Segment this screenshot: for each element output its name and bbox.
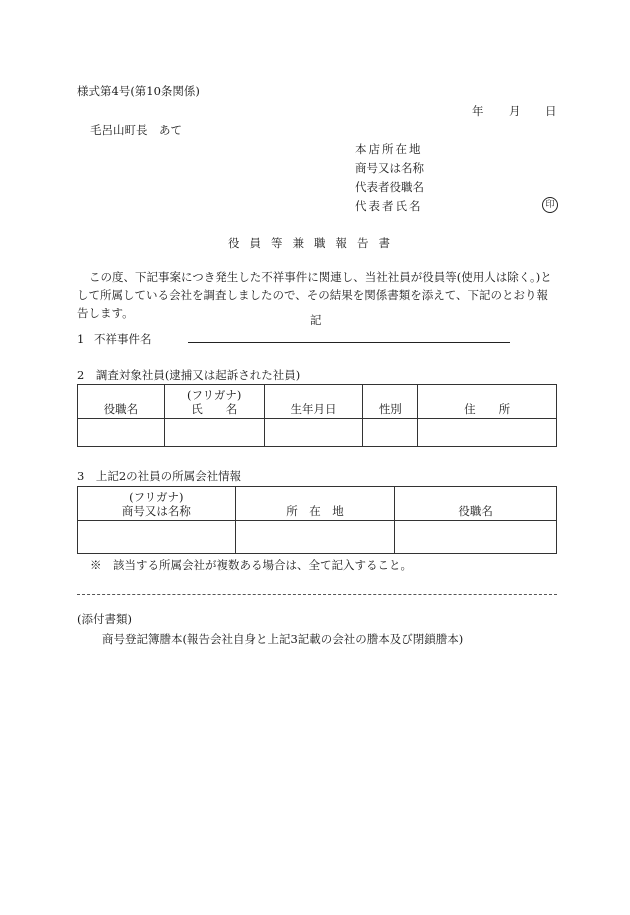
company-name-label: 商号又は名称 <box>355 161 424 175</box>
cell-location[interactable] <box>235 521 395 554</box>
col-location: 所 在 地 <box>235 487 395 521</box>
col-position: 役職名 <box>78 385 165 419</box>
cell-position[interactable] <box>78 419 165 447</box>
addressee: 毛呂山町長 あて <box>90 123 182 137</box>
cell-company[interactable] <box>78 521 236 554</box>
attachments-item: 商号登記簿謄本(報告会社自身と上記3記載の会社の謄本及び閉鎖謄本) <box>102 632 464 646</box>
date-year-label: 年 <box>472 104 484 118</box>
employee-table <box>77 384 557 447</box>
employee-table-row <box>78 419 557 447</box>
col-name-furigana: (フリガナ) <box>187 387 242 402</box>
col-gender: 性別 <box>363 385 418 419</box>
ki-heading: 記 <box>310 313 322 327</box>
col-name <box>164 385 264 419</box>
attachments-heading: (添付書類) <box>77 612 132 626</box>
form-label: 様式第4号(第10条関係) <box>77 84 200 98</box>
head-office-address-label: 本店所在地 <box>355 142 423 156</box>
cell-gender[interactable] <box>363 419 418 447</box>
col-company <box>78 487 236 521</box>
col-address: 住 所 <box>418 385 557 419</box>
col-birthdate: 生年月日 <box>264 385 363 419</box>
report-body-text: この度、下記事案につき発生した不祥事件に関連し、当社社員が役員等(使用人は除く。)として所属している会社を調査しましたので、その結果を関係書類を添えて、下記のとおり報告します。 <box>77 270 552 320</box>
company-table <box>77 486 557 554</box>
representative-name-label: 代表者氏名 <box>355 199 423 213</box>
section1-number: 1 <box>77 332 85 346</box>
cell-company-position[interactable] <box>395 521 557 554</box>
cell-name[interactable] <box>164 419 264 447</box>
col-name-label: 氏 名 <box>191 401 238 416</box>
section2-heading: 2 調査対象社員(逮捕又は起訴された社員) <box>77 368 301 382</box>
date-day-label: 日 <box>545 104 557 118</box>
representative-title-label: 代表者役職名 <box>355 180 424 194</box>
company-table-header-row <box>78 487 557 521</box>
cell-address[interactable] <box>418 419 557 447</box>
dashed-divider <box>77 594 557 595</box>
section3-heading: 3 上記2の社員の所属会社情報 <box>77 469 242 483</box>
cell-birthdate[interactable] <box>264 419 363 447</box>
col-company-position: 役職名 <box>395 487 557 521</box>
incident-name-line[interactable] <box>188 342 510 343</box>
date-month-label: 月 <box>509 104 521 118</box>
company-table-row <box>78 521 557 554</box>
document-title: 役員等兼職報告書 <box>228 236 400 250</box>
seal-mark: 印 <box>542 197 558 213</box>
employee-table-header-row <box>78 385 557 419</box>
section3-note: ※ 該当する所属会社が複数ある場合は、全て記入すること。 <box>90 558 412 572</box>
section1-label: 不祥事件名 <box>94 332 152 346</box>
col-company-label: 商号又は名称 <box>121 503 191 518</box>
col-company-furigana: (フリガナ) <box>129 489 184 504</box>
